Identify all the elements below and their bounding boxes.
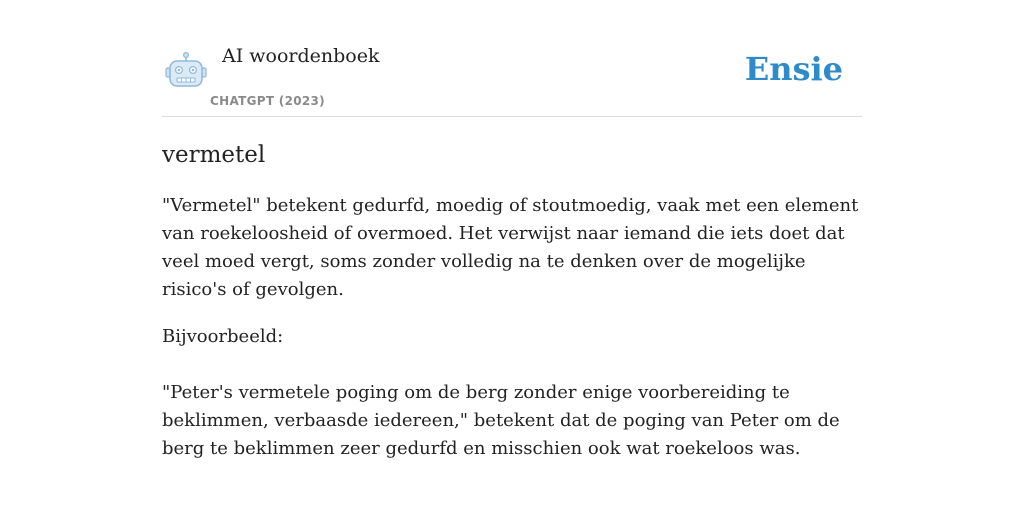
robot-icon	[165, 51, 207, 89]
source-label: CHATGPT (2023)	[210, 94, 325, 108]
brand-logo[interactable]: Ensie	[744, 50, 843, 88]
entry-example: "Peter's vermetele poging om de berg zonder enige voorbereiding te beklimmen, verbaasde iedereen," betekent dat de poging van Peter om de berg te beklimmen zeer gedurfd en misschien ook wat roekeloos was.	[162, 382, 840, 459]
example-label: Bijvoorbeeld:	[162, 326, 284, 347]
site-title[interactable]: AI woordenboek	[222, 45, 380, 67]
entry-definition: "Vermetel" betekent gedurfd, moedig of stoutmoedig, vaak met een element van roekeloosheid of overmoed. Het verwijst naar iemand die iets doet dat veel moed vergt, soms zonder volledig na te denken over de mogelijke risico's of gevolgen.	[162, 195, 859, 300]
entry-content	[162, 140, 862, 463]
header	[162, 40, 862, 117]
entry-word: vermetel	[162, 142, 266, 168]
